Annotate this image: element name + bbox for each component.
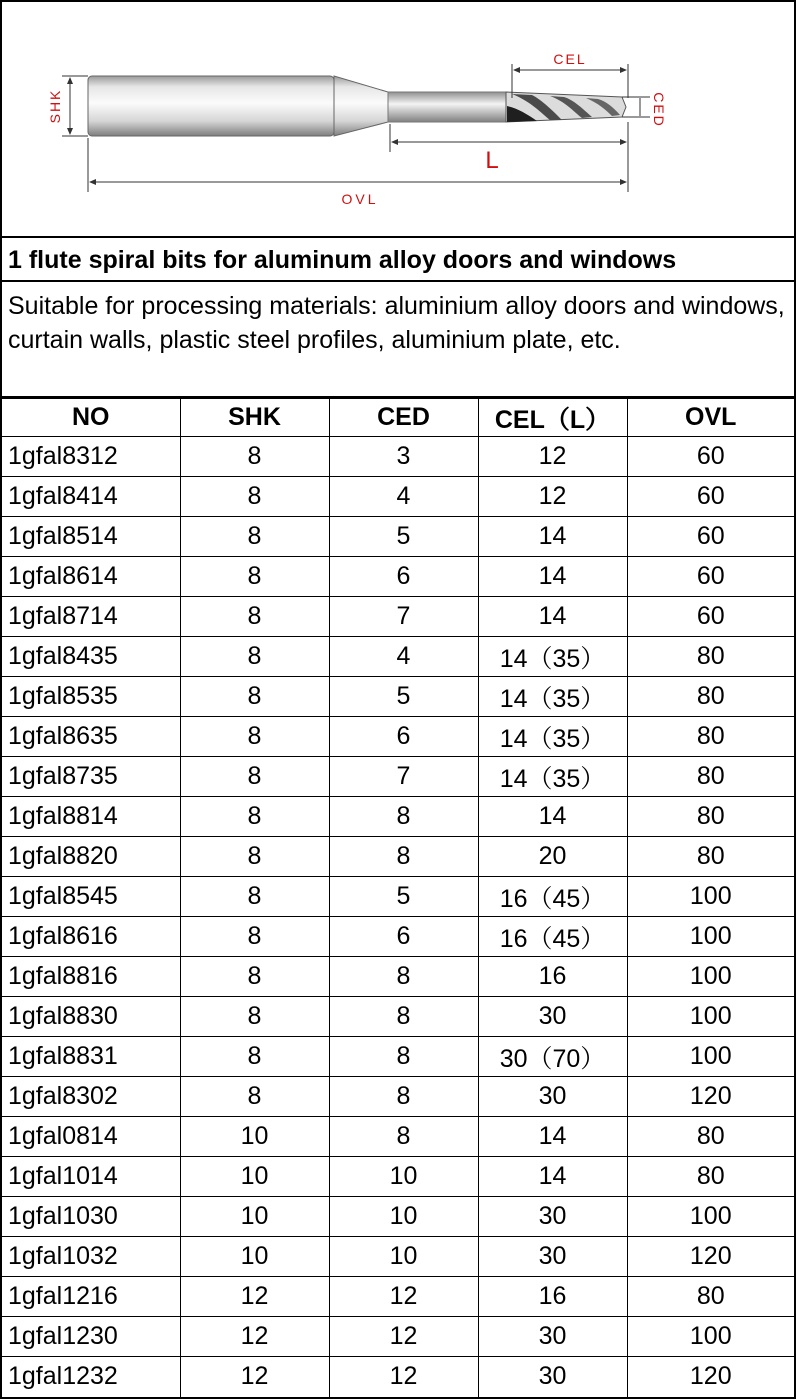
cell-no: 1gfal1032 — [2, 1237, 180, 1277]
cell-cel: 14 — [478, 1157, 627, 1197]
table-row — [2, 917, 794, 957]
cell-ovl: 120 — [627, 1237, 794, 1277]
table-row — [2, 1037, 794, 1077]
table-row — [2, 1197, 794, 1237]
cell-cel: 16 — [478, 1277, 627, 1317]
cell-ced: 5 — [329, 677, 478, 717]
cell-ced: 12 — [329, 1317, 478, 1357]
cell-shk: 10 — [180, 1237, 329, 1277]
cell-no: 1gfal8302 — [2, 1077, 180, 1117]
cell-cel: 14 — [478, 797, 627, 837]
header-ced: CED — [329, 399, 478, 437]
cell-no: 1gfal8545 — [2, 877, 180, 917]
cell-shk: 12 — [180, 1317, 329, 1357]
cell-ced: 10 — [329, 1157, 478, 1197]
cell-cel: 14 — [478, 597, 627, 637]
header-shk: SHK — [180, 399, 329, 437]
table-row — [2, 637, 794, 677]
cell-no: 1gfal8814 — [2, 797, 180, 837]
cell-ced: 4 — [329, 477, 478, 517]
bit-drawing — [2, 2, 794, 236]
cell-ced: 3 — [329, 437, 478, 477]
cell-shk: 8 — [180, 757, 329, 797]
header-cel: CEL（L） — [478, 399, 627, 437]
spec-table-body — [2, 437, 794, 1397]
table-row — [2, 557, 794, 597]
spec-table — [2, 398, 794, 1397]
cell-cel: 30 — [478, 1317, 627, 1357]
shk-label: SHK — [47, 88, 63, 124]
table-row — [2, 597, 794, 637]
cell-shk: 8 — [180, 997, 329, 1037]
bit-diagram — [2, 2, 794, 238]
table-row — [2, 1277, 794, 1317]
cell-ovl: 60 — [627, 517, 794, 557]
cell-ovl: 80 — [627, 797, 794, 837]
cell-shk: 8 — [180, 637, 329, 677]
cell-shk: 10 — [180, 1197, 329, 1237]
cell-cel: 14（35） — [478, 677, 627, 717]
cell-cel: 14 — [478, 1117, 627, 1157]
cell-shk: 8 — [180, 597, 329, 637]
cell-no: 1gfal8831 — [2, 1037, 180, 1077]
header-ovl: OVL — [627, 399, 794, 437]
cell-cel: 30（70） — [478, 1037, 627, 1077]
cell-ced: 8 — [329, 1037, 478, 1077]
cell-cel: 20 — [478, 837, 627, 877]
cell-no: 1gfal8414 — [2, 477, 180, 517]
cell-ced: 8 — [329, 997, 478, 1037]
table-row — [2, 1237, 794, 1277]
cell-ovl: 60 — [627, 557, 794, 597]
cell-ovl: 80 — [627, 757, 794, 797]
cell-ced: 6 — [329, 917, 478, 957]
cell-shk: 8 — [180, 837, 329, 877]
cell-cel: 14（35） — [478, 757, 627, 797]
table-header-row — [2, 399, 794, 437]
cell-shk: 8 — [180, 797, 329, 837]
cell-shk: 8 — [180, 1037, 329, 1077]
cell-shk: 8 — [180, 477, 329, 517]
cell-no: 1gfal1216 — [2, 1277, 180, 1317]
cell-cel: 30 — [478, 1237, 627, 1277]
header-no: NO — [2, 399, 180, 437]
cell-ced: 8 — [329, 1117, 478, 1157]
cell-cel: 16 — [478, 957, 627, 997]
table-row — [2, 797, 794, 837]
cell-cel: 30 — [478, 1197, 627, 1237]
cell-cel: 14 — [478, 517, 627, 557]
table-row — [2, 1157, 794, 1197]
ced-label: CED — [651, 92, 667, 128]
table-row — [2, 517, 794, 557]
cell-no: 1gfal8820 — [2, 837, 180, 877]
cell-shk: 12 — [180, 1357, 329, 1397]
cell-no: 1gfal1030 — [2, 1197, 180, 1237]
cell-ced: 6 — [329, 557, 478, 597]
cell-no: 1gfal1230 — [2, 1317, 180, 1357]
bit-shank — [88, 76, 506, 136]
l-label: L — [485, 147, 499, 174]
cell-shk: 8 — [180, 557, 329, 597]
cell-ovl: 80 — [627, 1277, 794, 1317]
table-row — [2, 757, 794, 797]
cell-no: 1gfal8535 — [2, 677, 180, 717]
cell-ovl: 80 — [627, 717, 794, 757]
cell-no: 1gfal8635 — [2, 717, 180, 757]
cell-no: 1gfal8816 — [2, 957, 180, 997]
cell-shk: 12 — [180, 1277, 329, 1317]
cell-ovl: 80 — [627, 1157, 794, 1197]
table-row — [2, 717, 794, 757]
cell-shk: 8 — [180, 677, 329, 717]
cell-ovl: 100 — [627, 1037, 794, 1077]
cell-no: 1gfal8614 — [2, 557, 180, 597]
cel-label: CEL — [553, 51, 587, 67]
cell-cel: 12 — [478, 477, 627, 517]
table-row — [2, 437, 794, 477]
cell-ovl: 100 — [627, 917, 794, 957]
cell-shk: 10 — [180, 1117, 329, 1157]
table-row — [2, 957, 794, 997]
cell-ced: 4 — [329, 637, 478, 677]
cell-cel: 16（45） — [478, 917, 627, 957]
l-dimension — [390, 124, 627, 152]
cell-ovl: 60 — [627, 597, 794, 637]
cell-cel: 14（35） — [478, 637, 627, 677]
cell-ced: 10 — [329, 1237, 478, 1277]
cell-no: 1gfal8312 — [2, 437, 180, 477]
table-row — [2, 1117, 794, 1157]
cell-shk: 8 — [180, 877, 329, 917]
cell-shk: 8 — [180, 717, 329, 757]
cell-shk: 8 — [180, 437, 329, 477]
cell-ced: 8 — [329, 957, 478, 997]
cell-ovl: 100 — [627, 877, 794, 917]
cell-no: 1gfal8735 — [2, 757, 180, 797]
cell-cel: 30 — [478, 1077, 627, 1117]
cell-ovl: 80 — [627, 637, 794, 677]
cell-cel: 14（35） — [478, 717, 627, 757]
cell-ovl: 120 — [627, 1357, 794, 1397]
cell-ced: 5 — [329, 877, 478, 917]
cell-ovl: 100 — [627, 1197, 794, 1237]
cell-shk: 8 — [180, 917, 329, 957]
ovl-label: OVL — [341, 191, 379, 207]
cell-cel: 14 — [478, 557, 627, 597]
cell-ced: 7 — [329, 597, 478, 637]
cell-ovl: 100 — [627, 957, 794, 997]
cell-no: 1gfal8514 — [2, 517, 180, 557]
cell-cel: 16（45） — [478, 877, 627, 917]
cell-ovl: 100 — [627, 997, 794, 1037]
cell-cel: 12 — [478, 437, 627, 477]
cell-ced: 12 — [329, 1277, 478, 1317]
cell-ced: 6 — [329, 717, 478, 757]
cell-no: 1gfal0814 — [2, 1117, 180, 1157]
product-title: 1 flute spiral bits for aluminum alloy doors and windows — [2, 238, 794, 282]
cell-ovl: 80 — [627, 837, 794, 877]
table-row — [2, 1317, 794, 1357]
cell-shk: 10 — [180, 1157, 329, 1197]
product-description: Suitable for processing materials: aluminium alloy doors and windows, curtain walls, plastic steel profiles, aluminium plate, etc. — [2, 282, 794, 398]
table-row — [2, 837, 794, 877]
cell-ovl: 60 — [627, 437, 794, 477]
cell-ovl: 80 — [627, 1117, 794, 1157]
table-row — [2, 677, 794, 717]
cell-shk: 8 — [180, 957, 329, 997]
cell-ced: 10 — [329, 1197, 478, 1237]
cell-no: 1gfal1232 — [2, 1357, 180, 1397]
table-row — [2, 877, 794, 917]
table-row — [2, 1357, 794, 1397]
shk-dimension — [62, 76, 88, 136]
cell-ovl: 120 — [627, 1077, 794, 1117]
cell-ced: 8 — [329, 797, 478, 837]
cell-no: 1gfal1014 — [2, 1157, 180, 1197]
cell-shk: 8 — [180, 1077, 329, 1117]
cell-ovl: 100 — [627, 1317, 794, 1357]
table-row — [2, 477, 794, 517]
cell-no: 1gfal8830 — [2, 997, 180, 1037]
cell-no: 1gfal8435 — [2, 637, 180, 677]
cell-no: 1gfal8714 — [2, 597, 180, 637]
cell-ovl: 60 — [627, 477, 794, 517]
cell-ovl: 80 — [627, 677, 794, 717]
cell-cel: 30 — [478, 997, 627, 1037]
cell-no: 1gfal8616 — [2, 917, 180, 957]
table-row — [2, 1077, 794, 1117]
cell-ced: 8 — [329, 837, 478, 877]
cell-ced: 5 — [329, 517, 478, 557]
cell-ced: 12 — [329, 1357, 478, 1397]
table-row — [2, 997, 794, 1037]
cell-cel: 30 — [478, 1357, 627, 1397]
cell-ced: 7 — [329, 757, 478, 797]
cell-shk: 8 — [180, 517, 329, 557]
cell-ced: 8 — [329, 1077, 478, 1117]
bit-flute — [506, 92, 626, 122]
